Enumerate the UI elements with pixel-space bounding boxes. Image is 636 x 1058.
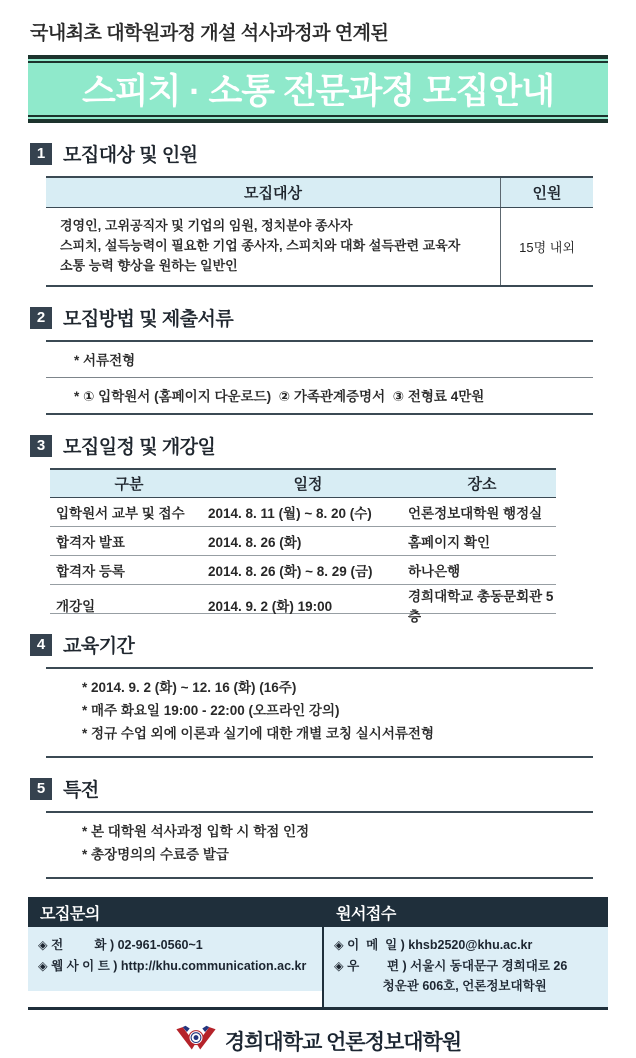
website-link[interactable]: ◈ 웹 사 이 트 ) http://khu.communication.ac.kr	[38, 958, 307, 973]
phone-line: ◈ 전 화 ) 02-961-0560~1	[38, 938, 203, 953]
banner-title: 스피치 · 소통 전문과정 모집안내	[81, 72, 555, 111]
row-place: 하나은행	[408, 564, 461, 580]
table-row	[50, 556, 556, 585]
footer	[0, 1025, 636, 1058]
col-header-date: 일정	[293, 476, 323, 494]
method-row-1: * 서류전형	[74, 353, 136, 369]
section-education-period	[30, 631, 606, 758]
section2-title: 모집방법 및 제출서류	[63, 309, 234, 331]
section4-title: 교육기간	[63, 636, 135, 658]
method-list	[46, 340, 593, 415]
target-line-1: 경영인, 고위공직자 및 기업의 임원, 정치분야 종사자	[60, 218, 353, 233]
row-place: 홈페이지 확인	[408, 535, 490, 551]
row-label: 개강일	[56, 599, 96, 615]
section-schedule	[30, 432, 606, 625]
tagline: 국내최초 대학원과정 개설 석사과정과 연계된	[30, 23, 389, 44]
university-name: 경희대학교 언론정보대학원	[224, 1031, 462, 1055]
section-method-documents	[30, 304, 606, 415]
section1-number-badge: 1	[30, 143, 52, 165]
title-banner	[28, 55, 608, 123]
benefits-list	[46, 811, 593, 879]
contact-inquiry-column	[28, 897, 322, 1007]
address-line-1: ◈ 우 편 ) 서울시 동대문구 경희대로 26	[334, 958, 568, 973]
period-list	[46, 667, 593, 758]
benefit-item-2: * 총장명의의 수료증 발급	[82, 847, 229, 863]
contact-box	[28, 897, 608, 1010]
col-header-category: 구분	[114, 476, 144, 494]
apply-header: 원서접수	[324, 897, 608, 927]
period-item-2: * 매주 화요일 19:00 - 22:00 (오프라인 강의)	[82, 703, 340, 719]
row-date: 2014. 8. 26 (화)	[208, 535, 302, 551]
email-link[interactable]: ◈ 이 메 일 ) khsb2520@khu.ac.kr	[334, 938, 533, 953]
row-date: 2014. 8. 26 (화) ~ 8. 29 (금)	[208, 564, 373, 580]
address-line-2: 청운관 606호, 언론정보대학원	[334, 979, 547, 994]
section5-number-badge: 5	[30, 778, 52, 800]
table-row	[50, 527, 556, 556]
row-place: 경희대학교 총동문회관 5층	[408, 589, 554, 625]
row-label: 합격자 등록	[56, 564, 125, 580]
table-row	[50, 585, 556, 625]
benefit-item-1: * 본 대학원 석사과정 입학 시 학점 인정	[82, 824, 310, 840]
row-place: 언론정보대학원 행정실	[408, 506, 543, 522]
section2-number-badge: 2	[30, 307, 52, 329]
section3-title: 모집일정 및 개강일	[63, 437, 216, 459]
row-date: 2014. 8. 11 (월) ~ 8. 20 (수)	[208, 506, 372, 522]
table-row	[46, 208, 593, 285]
section3-number-badge: 3	[30, 435, 52, 457]
contact-apply-column	[322, 897, 608, 1007]
period-item-1: * 2014. 9. 2 (화) ~ 12. 16 (화) (16주)	[82, 680, 297, 696]
section5-title: 특전	[63, 780, 99, 802]
col-header-place: 장소	[467, 476, 497, 494]
section1-title: 모집대상 및 인원	[63, 145, 198, 166]
inquiry-header: 모집문의	[28, 897, 322, 927]
schedule-table	[50, 468, 556, 625]
col-header-target: 모집대상	[244, 185, 302, 202]
period-item-3: * 정규 수업 외에 이론과 실기에 대한 개별 코칭 실시서류전형	[82, 726, 434, 742]
table-row	[50, 498, 556, 527]
target-line-2: 스피치, 설득능력이 필요한 기업 종사자, 스피치와 대화 설득관련 교육자	[60, 238, 461, 254]
count-value: 15명 내외	[500, 208, 593, 285]
row-label: 합격자 발표	[56, 535, 125, 551]
col-header-count: 인원	[500, 178, 593, 207]
target-line-3: 소통 능력 향상을 원하는 일반인	[60, 258, 238, 274]
section-benefits	[30, 775, 606, 879]
section4-number-badge: 4	[30, 634, 52, 656]
method-row-2: * ① 입학원서 (홈페이지 다운로드) ② 가족관계증명서 ③ 전형료 4만원	[46, 377, 593, 413]
poster-page	[0, 18, 636, 1055]
recruit-target-table	[46, 176, 593, 287]
row-date: 2014. 9. 2 (화) 19:00	[208, 599, 333, 615]
kyunghee-crest-icon	[175, 1025, 217, 1058]
row-label: 입학원서 교부 및 접수	[56, 506, 185, 522]
banner-rule-bottom-thick	[28, 119, 608, 123]
section-recruit-target	[30, 140, 606, 287]
